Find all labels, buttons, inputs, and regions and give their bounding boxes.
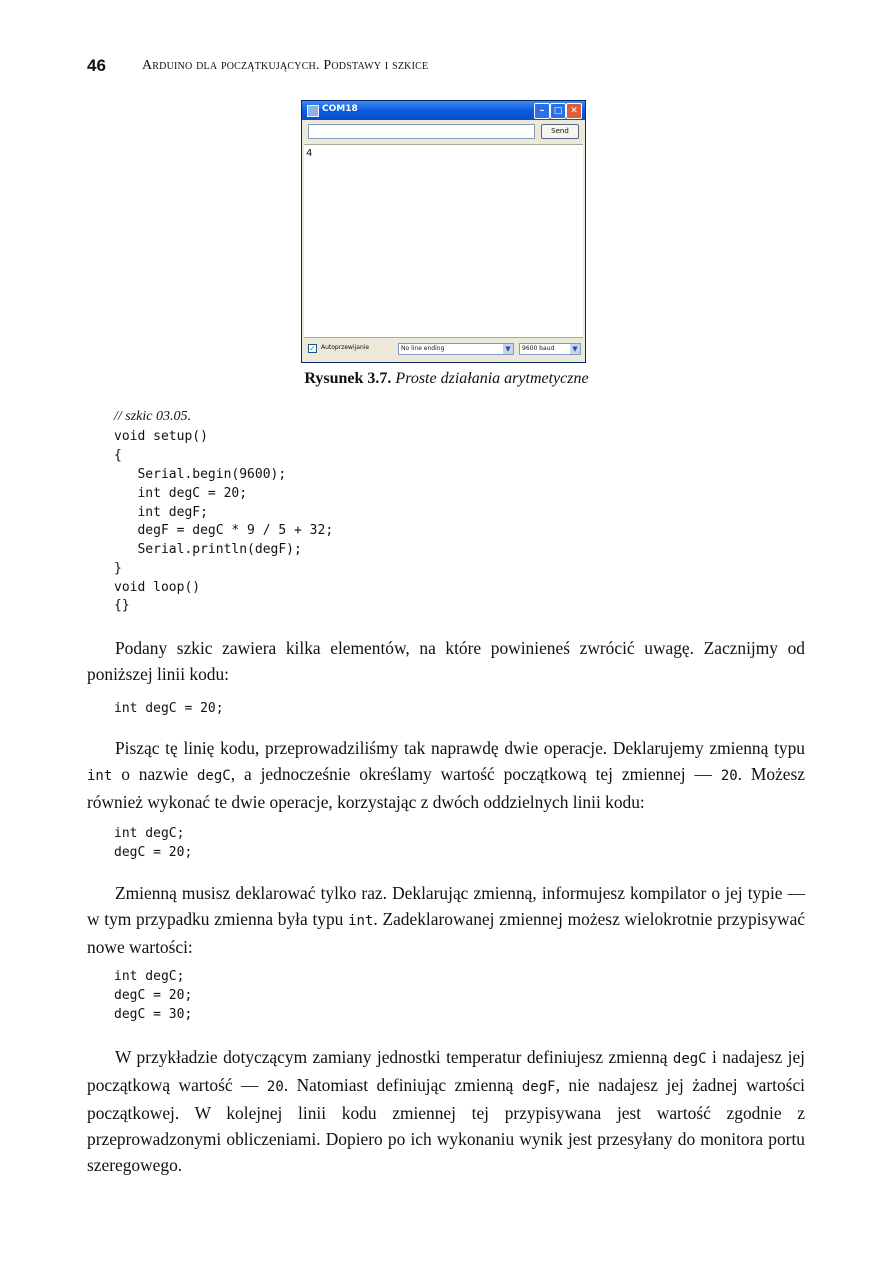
line-ending-value: No line ending [401, 345, 445, 352]
inline-code: 20 [720, 768, 738, 784]
text-run: Pisząc tę linię kodu, przeprowadziliśmy tak naprawdę dwie operacje. Deklarujemy zmienną typu [115, 738, 805, 758]
code-line: } [114, 561, 122, 576]
code-line: {} [114, 598, 130, 613]
send-button[interactable]: Send [541, 124, 579, 139]
code-line: Serial.begin(9600); [114, 467, 287, 482]
code-snippet-line: degC = 30; [114, 1007, 193, 1022]
text-run: W przykładzie dotyczącym zamiany jednostki temperatur definiujesz zmienną [115, 1047, 673, 1067]
inline-code: degF [521, 1079, 556, 1095]
paragraph [87, 735, 805, 815]
paragraph [87, 880, 805, 960]
text-run: . Możesz również wykonać te dwie operacje, korzystając z dwóch oddzielnych linii kodu: [87, 764, 806, 812]
code-snippet-line: int degC = 20; [114, 701, 224, 716]
maximize-icon[interactable]: □ [550, 103, 566, 119]
chevron-down-icon: ▼ [570, 344, 580, 354]
page-number: 46 [87, 56, 106, 75]
inline-code: int [87, 768, 113, 784]
autoscroll-checkbox[interactable]: ✓ [309, 344, 316, 353]
serial-output-text: 4 [306, 148, 313, 159]
close-icon[interactable]: ✕ [566, 103, 582, 119]
serial-output [304, 144, 583, 338]
code-snippet-line: degC = 20; [114, 845, 193, 860]
code-line: int degC = 20; [114, 486, 248, 501]
code-line: int degF; [114, 505, 208, 520]
code-snippet-line: int degC; [114, 826, 185, 841]
baud-select[interactable] [519, 343, 581, 355]
chevron-down-icon: ▼ [503, 344, 513, 354]
text-run: o nazwie [112, 764, 197, 784]
inline-code: degC [672, 1051, 707, 1067]
text-run: . Natomiast definiując zmienną [283, 1075, 522, 1095]
status-row [308, 342, 583, 356]
figure-caption [0, 370, 893, 388]
running-title: Arduino dla początkujących. Podstawy i szkice [142, 58, 429, 73]
inline-code: degC [196, 768, 231, 784]
inline-code: int [348, 913, 374, 929]
baud-value: 9600 baud [522, 345, 555, 352]
text-run: , a jednocześnie określamy wartość początkową tej zmiennej — [230, 764, 721, 784]
caption-label: Rysunek 3.7. [304, 370, 392, 387]
app-icon [307, 105, 319, 117]
minimize-icon[interactable]: – [534, 103, 550, 119]
window-titlebar [302, 101, 585, 120]
text-run: i nadajesz jej początkową wartość — [87, 1047, 805, 1095]
text-run: , nie nadajesz jej żadnej wartości początkowej. W kolejnej linii kodu zmiennej tej przypisywana jest wartość zgodnie z przeprowadzonymi obliczeniami. Dopiero po ich wykonaniu wynik jest przesyłany do monitora portu szeregowego. [87, 1075, 805, 1175]
send-row [308, 124, 579, 139]
text-run: . Zadeklarowanej zmiennej możesz wielokrotnie przypisywać nowe wartości: [87, 909, 806, 957]
autoscroll-label: Autoprzewijanie [321, 344, 370, 351]
code-line: degF = degC * 9 / 5 + 32; [114, 523, 334, 538]
code-snippet-line: degC = 20; [114, 988, 193, 1003]
code-line: void setup() [114, 429, 208, 444]
code-line: Serial.println(degF); [114, 542, 302, 557]
inline-code: 20 [266, 1079, 284, 1095]
text-run: Zmienną musisz deklarować tylko raz. Deklarując zmienną, informujesz kompilator o jej typie — w tym przypadku zmienna była typu [87, 883, 805, 929]
line-ending-select[interactable] [398, 343, 514, 355]
send-input[interactable] [308, 124, 535, 139]
serial-monitor-window [301, 100, 586, 363]
code-line: void loop() [114, 580, 201, 595]
code-snippet-line: int degC; [114, 969, 185, 984]
code-comment: // szkic 03.05. [114, 409, 191, 424]
window-title: COM18 [322, 104, 358, 114]
paragraph: Podany szkic zawiera kilka elementów, na które powinieneś zwrócić uwagę. Zacznijmy od poniższej linii kodu: [87, 638, 805, 684]
caption-text: Proste działania arytmetyczne [395, 370, 589, 387]
paragraph [87, 1044, 805, 1178]
code-line: { [114, 448, 122, 463]
